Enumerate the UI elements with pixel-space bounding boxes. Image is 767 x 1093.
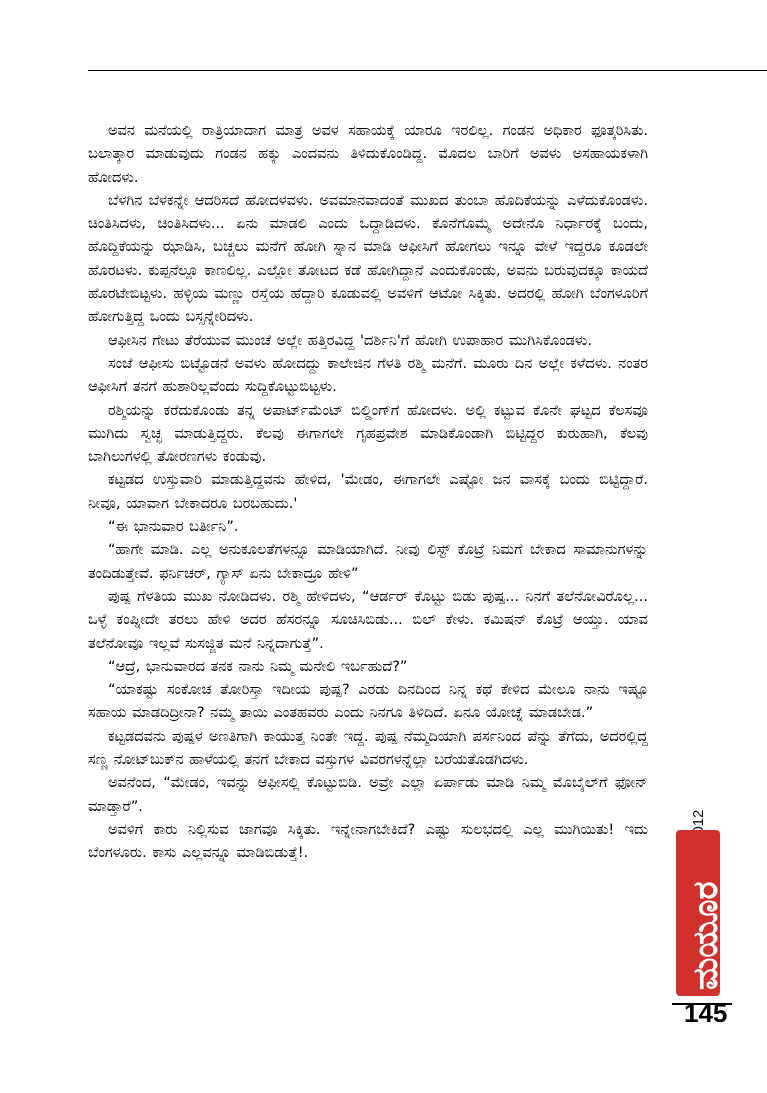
paragraph: ಅವನೆಂದ, “ಮೇಡಂ, ಇವನ್ನು ಆಫೀಸಲ್ಲಿ ಕೊಟ್ಟುಬಿಡಿ. ಅವ್ರೇ ಎಲ್ಲಾ ಏರ್ಪಾಡು ಮಾಡಿ ನಿಮ್ಮ ಮೊಬೈಲ್‌ಗೆ ಫೋನ್ ಮಾಡ್ತಾರೆ”. xyxy=(88,775,648,815)
paragraph: ಕಟ್ಟಡದವನು ಪುಷ್ಪಳ ಅಣತಿಗಾಗಿ ಕಾಯುತ್ತ ನಿಂತೇ ಇದ್ದ. ಪುಷ್ಪ ನೆಮ್ಮದಿಯಾಗಿ ಪರ್ಸನಿಂದ ಪೆನ್ನು ತೆಗೆದು, ಅದರಲ್ಲಿದ್ದ ಸಣ್ಣ ನೋಟ್‌ಬುಕ್‌ನ ಹಾಳೆಯಲ್ಲಿ ತನಗೆ ಬೇಕಾದ ವಸ್ತುಗಳ ವಿವರಗಳನ್ನೆಲ್ಲಾ ಬರೆಯತೊಡಗಿದಳು. xyxy=(88,728,648,769)
header-rule xyxy=(88,70,767,71)
paragraph: ಆಫೀಸಿನ ಗೇಟು ತೆರೆಯುವ ಮುಂಚೆ ಅಲ್ಲೇ ಹತ್ತಿರವಿದ್ದ 'ದರ್ಶಿನಿ'ಗೆ ಹೋಗಿ ಉಪಾಹಾರ ಮುಗಿಸಿಕೊಂಡಳು. xyxy=(108,332,592,349)
paragraph: ಸಂಜೆ ಆಫೀಸು ಬಿಟ್ಟೊಡನೆ ಅವಳು ಹೋದದ್ದು ಕಾಲೇಜಿನ ಗೆಳತಿ ರಶ್ಮಿ ಮನೆಗೆ. ಮೂರು ದಿನ ಅಲ್ಲೇ ಕಳೆದಳು. ನಂತರ ಆಫೀಸಿಗೆ ತನಗೆ ಹುಶಾರಿಲ್ಲವೆಂದು ಸುದ್ದಿಕೊಟ್ಟುಬಿಟ್ಟಳು. xyxy=(88,355,648,396)
page-number: 145 xyxy=(684,998,728,1028)
paragraph: “ಈ ಭಾನುವಾರ ಬರ್ತೀನಿ”. xyxy=(108,519,239,536)
paragraph: “ಆದ್ರೆ, ಭಾನುವಾರದ ತನಕ ನಾನು ನಿಮ್ಮ ಮನೇಲಿ ಇರ್ಬಹುದೆ?” xyxy=(108,658,408,675)
paragraph: ರಶ್ಮಿಯನ್ನು ಕರೆದುಕೊಂಡು ತನ್ನ ಅಪಾರ್ಟ್‌ಮೆಂಟ್ ಬಿಲ್ಡಿಂಗ್‌ಗೆ ಹೋದಳು. ಅಲ್ಲಿ ಕಟ್ಟುವ ಕೊನೇ ಘಟ್ಟದ ಕೆಲಸವೂ ಮುಗಿದು ಸ್ವಚ್ಛ ಮಾಡುತ್ತಿದ್ದರು. ಕೆಲವು ಈಗಾಗಲೇ ಗೃಹಪ್ರವೇಶ ಮಾಡಿಕೊಂಡಾಗಿ ಬಿಟ್ಟಿದ್ದರ ಕುರುಹಾಗಿ, ಕೆಲವು ಬಾಗಿಲುಗಳಲ್ಲಿ ತೋರಣಗಳು ಕಂಡುವು. xyxy=(88,402,648,466)
article-body xyxy=(88,120,648,866)
paragraph: ಪುಷ್ಪ ಗೆಳತಿಯ ಮುಖ ನೋಡಿದಳು. ರಶ್ಮಿ ಹೇಳಿದಳು, “ಆರ್ಡರ್ ಕೊಟ್ಟು ಬಿಡು ಪುಷ್ಪ... ನಿನಗೆ ತಲೆನೋವಿರೊಲ್ಲ... ಒಳ್ಳೆ ಕಂಪ್ನೀದೇ ತರಲು ಹೇಳಿ ಅದರ ಹೆಸರನ್ನೂ ಸೂಚಿಸಿಬಿಡು... ಬಿಲ್ ಕೇಳು. ಕಮಿಷನ್ ಕೊಟ್ರೆ ಆಯ್ತು. ಯಾವ ತಲೆನೋವೂ ಇಲ್ಲವೆ ಸುಸಜ್ಜಿತ ಮನೆ ನಿನ್ನದಾಗುತ್ತೆ”. xyxy=(88,588,648,652)
paragraph: ಬೆಳಗಿನ ಬೆಳಕನ್ನೇ ಆದರಿಸದೆ ಹೋದಳವಳು. ಅವಮಾನವಾದಂತೆ ಮುಖದ ತುಂಬಾ ಹೊದಿಕೆಯನ್ನು ಎಳೆದುಕೊಂಡಳು. ಚಿಂತಿಸಿದಳು, ಚಿಂತಿಸಿದಳು... ಏನು ಮಾಡಲಿ ಎಂದು ಒದ್ದಾಡಿದಳು. ಕೊನೆಗೊಮ್ಮೆ ಅದೇನೊ ನಿರ್ಧಾರಕ್ಕೆ ಬಂದು, ಹೊದ್ದಿಕೆಯನ್ನು ಝಾಡಿಸಿ, ಬಚ್ಚಲು ಮನೆಗೆ ಹೋಗಿ ಸ್ನಾನ ಮಾಡಿ ಆಫೀಸಿಗೆ ಹೋಗಲು ಇನ್ನೂ ವೇಳೆ ಇದ್ದರೂ ಕೂಡಲೇ ಹೊರಟಳು. ಕುಪ್ಪನೆಲ್ಲೂ ಕಾಣಲಿಲ್ಲ. ಎಲ್ಲೋ ತೋಟದ ಕಡೆ ಹೋಗಿದ್ದಾನೆ ಎಂದುಕೊಂಡು, ಅವನು ಬರುವುದಕ್ಕೂ ಕಾಯದೆ ಹೊರಟೇಬಿಟ್ಟಳು. ಹಳ್ಳಿಯ ಮಣ್ಣು ರಸ್ತೆಯ ಹೆದ್ದಾರಿ ಕೂಡುವಲ್ಲಿ ಅವಳಿಗೆ ಆಟೋ ಸಿಕ್ಕಿತು. ಅದರಲ್ಲಿ ಹೋಗಿ ಬೆಂಗಳೂರಿಗೆ ಹೋಗುತ್ತಿದ್ದ ಒಂದು ಬಸ್ಸನ್ನೇರಿದಳು. xyxy=(88,192,648,326)
paragraph: ಅವಳಿಗೆ ಕಾರು ನಿಲ್ಲಿಸುವ ಜಾಗವೂ ಸಿಕ್ಕಿತು. ಇನ್ನೇನಾಗಬೇಕಿದೆ? ಎಷ್ಟು ಸುಲಭದಲ್ಲಿ ಎಲ್ಲ ಮುಗಿಯಿತು! ಇದು ಬೆಂಗಳೂರು. ಕಾಸು ಎಲ್ಲವನ್ನೂ ಮಾಡಿಬಿಡುತ್ತೆ!. xyxy=(88,821,648,862)
magazine-logo: ಮಯೂರ xyxy=(686,881,726,990)
paragraph: ಕಟ್ಟಡದ ಉಸ್ತುವಾರಿ ಮಾಡುತ್ತಿದ್ದವನು ಹೇಳಿದ, 'ಮೇಡಂ, ಈಗಾಗಲೇ ಎಷ್ಟೋ ಜನ ವಾಸಕ್ಕೆ ಬಂದು ಬಿಟ್ಟಿದ್ದಾರೆ. ನೀವೂ, ಯಾವಾಗ ಬೇಕಾದರೂ ಬರಬಹುದು.' xyxy=(88,472,648,512)
paragraph: ಅವನ ಮನೆಯಲ್ಲಿ ರಾತ್ರಿಯಾದಾಗ ಮಾತ್ರ ಅವಳ ಸಹಾಯಕ್ಕೆ ಯಾರೂ ಇರಲಿಲ್ಲ. ಗಂಡನ ಅಧಿಕಾರ ಫೂತ್ಕರಿಸಿತು. ಬಲಾತ್ಕಾರ ಮಾಡುವುದು ಗಂಡನ ಹಕ್ಕು ಎಂದವನು ತಿಳಿದುಕೊಂಡಿದ್ದ. ಮೊದಲ ಬಾರಿಗೆ ಅವಳು ಅಸಹಾಯಕಳಾಗಿ ಹೋದಳು. xyxy=(88,123,648,186)
paragraph: “ಹಾಗೇ ಮಾಡಿ. ಎಲ್ಲ ಅನುಕೂಲತೆಗಳನ್ನೂ ಮಾಡಿಯಾಗಿದೆ. ನೀವು ಲಿಸ್ಟ್ ಕೊಟ್ರೆ ನಿಮಗೆ ಬೇಕಾದ ಸಾಮಾನುಗಳನ್ನು ತಂದಿಡುತ್ತೇವೆ. ಫರ್ನಿಚರ್, ಗ್ಯಾಸ್ ಏನು ಬೇಕಾದ್ರೂ ಹೇಳಿ” xyxy=(88,542,648,582)
paragraph: “ಯಾಕಷ್ಟು ಸಂಕೋಚ ತೋರಿಸ್ತಾ ಇದೀಯ ಪುಷ್ಪ? ಎರಡು ದಿನದಿಂದ ನಿನ್ನ ಕಥೆ ಕೇಳಿದ ಮೇಲೂ ನಾನು ಇಷ್ಟೂ ಸಹಾಯ ಮಾಡದಿದ್ರೀನಾ? ನಮ್ಮ ತಾಯಿ ಎಂತಹವರು ಎಂದು ನಿನಗೂ ತಿಳಿದಿದೆ. ಏನೂ ಯೋಚ್ನೆ ಮಾಡಬೇಡ.” xyxy=(88,682,648,722)
